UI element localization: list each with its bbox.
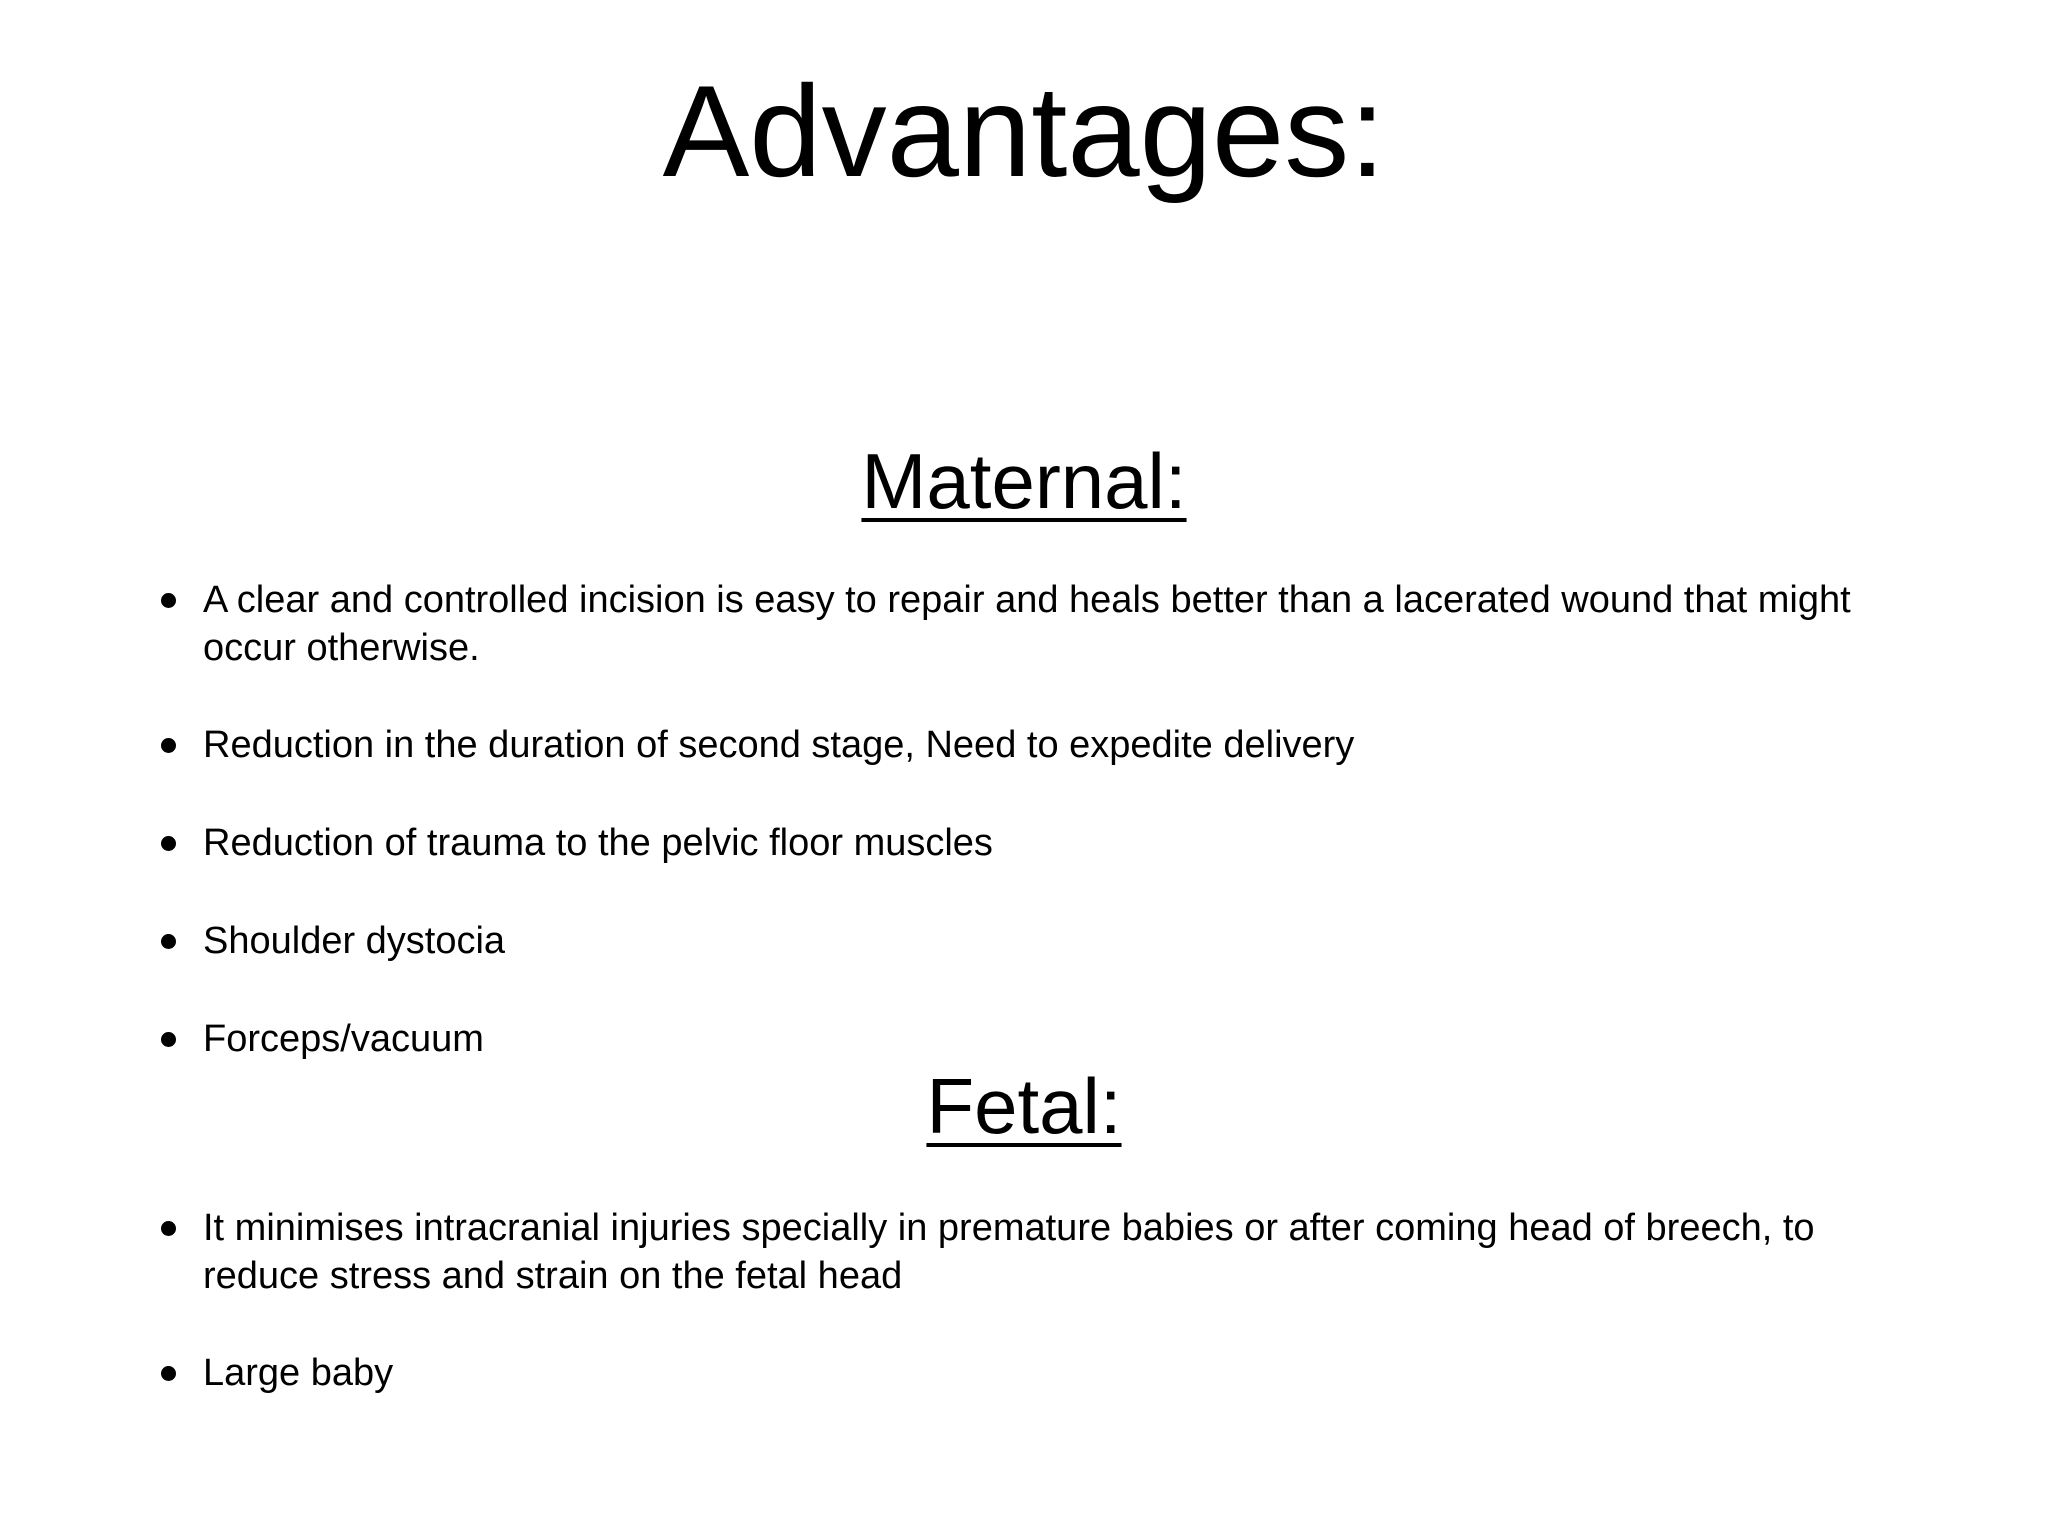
list-item-text: Reduction of trauma to the pelvic floor muscles — [203, 822, 993, 864]
bullet-dot-icon — [161, 836, 176, 851]
bullet-dot-icon — [161, 593, 176, 608]
list-item-text: Large baby — [203, 1352, 394, 1394]
list-item-text: Forceps/vacuum — [203, 1018, 484, 1060]
bullet-dot-icon — [161, 934, 176, 949]
slide-title: Advantages: — [662, 58, 1386, 204]
bullet-dot-icon — [161, 1366, 176, 1381]
list-item-text: Reduction in the duration of second stage, Need to expedite delivery — [203, 724, 1355, 766]
list-item-text: Shoulder dystocia — [203, 920, 506, 962]
bullet-dot-icon — [161, 1032, 176, 1047]
list-item-text: It minimises intracranial injuries specially in premature babies or after coming head of breech, to reduce stress and strain on the fetal head — [203, 1207, 1815, 1297]
fetal-heading: Fetal: — [926, 1062, 1122, 1150]
maternal-heading: Maternal: — [861, 437, 1187, 525]
bullet-dot-icon — [161, 738, 176, 753]
bullet-dot-icon — [161, 1221, 176, 1236]
list-item-text: A clear and controlled incision is easy to repair and heals better than a lacerated wound that might occur otherwise. — [203, 579, 1851, 669]
